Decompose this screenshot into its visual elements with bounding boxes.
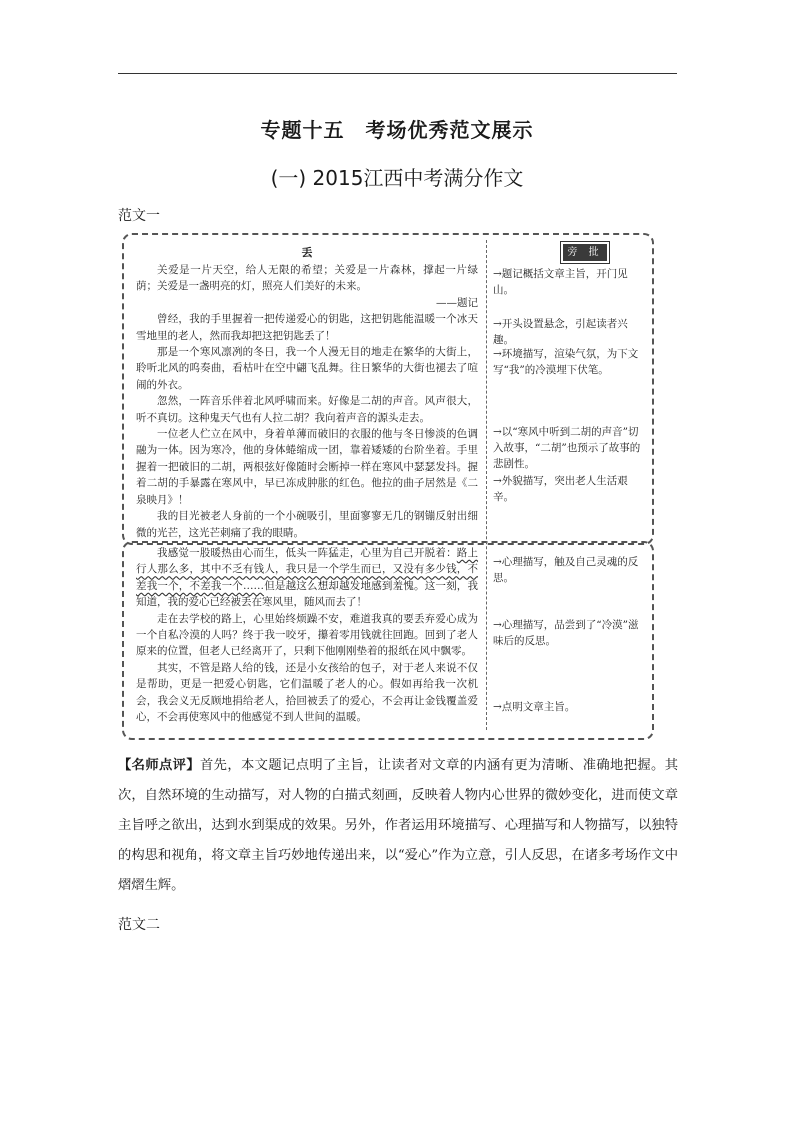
sample-label-1: 范文一 <box>118 208 160 224</box>
essay-epigraph-signature: ——题记 <box>436 296 478 309</box>
essay-paragraph <box>136 545 478 611</box>
essay-text: 我感觉一股暖热由心而生，低头一阵猛走，心里为自己开脱着： <box>157 547 457 559</box>
essay-body-part2 <box>136 545 478 725</box>
annotation-note: →心理描写，触及自己灵魂的反思。 <box>493 556 639 584</box>
essay-paragraph: 走在去学校的路上，心里始终烦躁不安，难道我真的要丢弃爱心成为一个自私冷漠的人吗？终于我一咬牙，攥着零用钱就往回跑。回到了老人原来的位置，但老人已经离开了，只剩下他刚刚垫着的报纸在风中飘零。 <box>136 612 478 658</box>
page-title: 专题十五 考场优秀范文展示 <box>260 118 534 142</box>
header-rule <box>118 73 677 74</box>
essay-paragraph: 那是一个寒风凛冽的冬日，我一个人漫无目的地走在繁华的大街上，聆听北风的呜奏曲，看枯叶在空中翩飞乱舞。往日繁华的大街也褪去了喧闹的外衣。 <box>136 346 478 391</box>
essay-paragraph: 忽然，一阵音乐伴着北风呼啸而来。好像是二胡的声音。风声很大，听不真切。这种鬼天气也有人拉二胡？我向着声音的源头走去。 <box>136 395 478 424</box>
page-subtitle: (一) 2015江西中考满分作文 <box>270 166 524 190</box>
annotation-header: 旁 批 <box>563 244 607 261</box>
annotation-note: →题记概括文章主旨，开门见山。 <box>493 268 628 296</box>
annotation-note: →开头设置悬念，引起读者兴趣。 <box>493 318 628 346</box>
essay-paragraph: 其实，不管是路人给的钱，还是小女孩给的包子，对于老人来说不仅是帮助，更是一把爱心钥匙，它们温暖了老人的心。假如再给我一次机会，我会义无反顾地捐给老人，拾回被丢了的爱心，不会再让金钱覆盖爱心，不会再使寒风中的他感觉不到人世间的温暖。 <box>136 661 478 724</box>
comment-lead: 【名师点评】 <box>118 758 201 773</box>
sample-label-2: 范文二 <box>118 917 160 933</box>
annotation-note: →以“寒风中听到二胡的声音”切入故事，“二胡”也预示了故事的悲剧性。 <box>493 426 641 470</box>
essay-body-part1 <box>136 244 478 541</box>
essay-title: 丢 <box>301 246 313 259</box>
column-divider <box>486 240 487 730</box>
essay-paragraph: 我的目光被老人身前的一个小碗吸引，里面寥寥无几的钢镚反射出细微的光芒，这光芒刺痛了我的眼睛。 <box>136 510 478 539</box>
teacher-comment <box>118 751 678 901</box>
wavy-underlined-text: 路上行人那么多，其中不乏有钱人，我只是一个学生而已，又没有多少钱，不差我一个，不差我一个…… <box>136 547 479 592</box>
annotation-note: →外貌描写，突出老人生活艰辛。 <box>493 475 628 503</box>
essay-paragraph: 关爱是一片天空，给人无限的希望；关爱是一片森林，撑起一片绿荫；关爱是一盏明亮的灯，照亮人们美好的未来。 <box>136 264 478 293</box>
essay-paragraph: 曾经，我的手里握着一把传递爱心的钥匙，这把钥匙能温暖一个冰天雪地里的老人，然而我却把这把钥匙丢了！ <box>136 313 478 342</box>
annotation-note: →心理描写，品尝到了“冷漠”滋味后的反思。 <box>493 619 639 647</box>
annotation-note: →点明文章主旨。 <box>493 701 576 713</box>
essay-paragraph: 一位老人伫立在风中，身着单薄而破旧的衣服的他与冬日惨淡的色调融为一体。因为寒冷，他的身体蜷缩成一团，靠着矮矮的台阶坐着。手里握着一把破旧的二胡，两根弦好像随时会断掉一样在寒风中瑟瑟发抖。握着二胡的手暴露在寒风中，早已冻成肿胀的红色。他拉的曲子居然是《二泉映月》！ <box>136 428 478 506</box>
annotation-note: →环境描写，渲染气氛，为下文写“我”的冷漠埋下伏笔。 <box>493 348 639 376</box>
comment-text: 首先，本文题记点明了主旨，让读者对文章的内涵有更为清晰、准确地把握。其次，自然环境的生动描写，对人物的白描式刻画，反映着人物内心世界的微妙变化，进而使文章主旨呼之欲出，达到水到渠成的效果。另外，作者运用环境描写、心理描写和人物描写，以独特的构思和视角，将文章主旨巧妙地传递出来，以“爱心”作为立意，引人反思，在诸多考场作文中熠熠生辉。 <box>118 758 679 893</box>
essay-text: 但是越这么想却越发地感到羞愧。这一刻，我知道，我的爱心已经被丢在寒风里，随风而去了！ <box>136 579 478 609</box>
